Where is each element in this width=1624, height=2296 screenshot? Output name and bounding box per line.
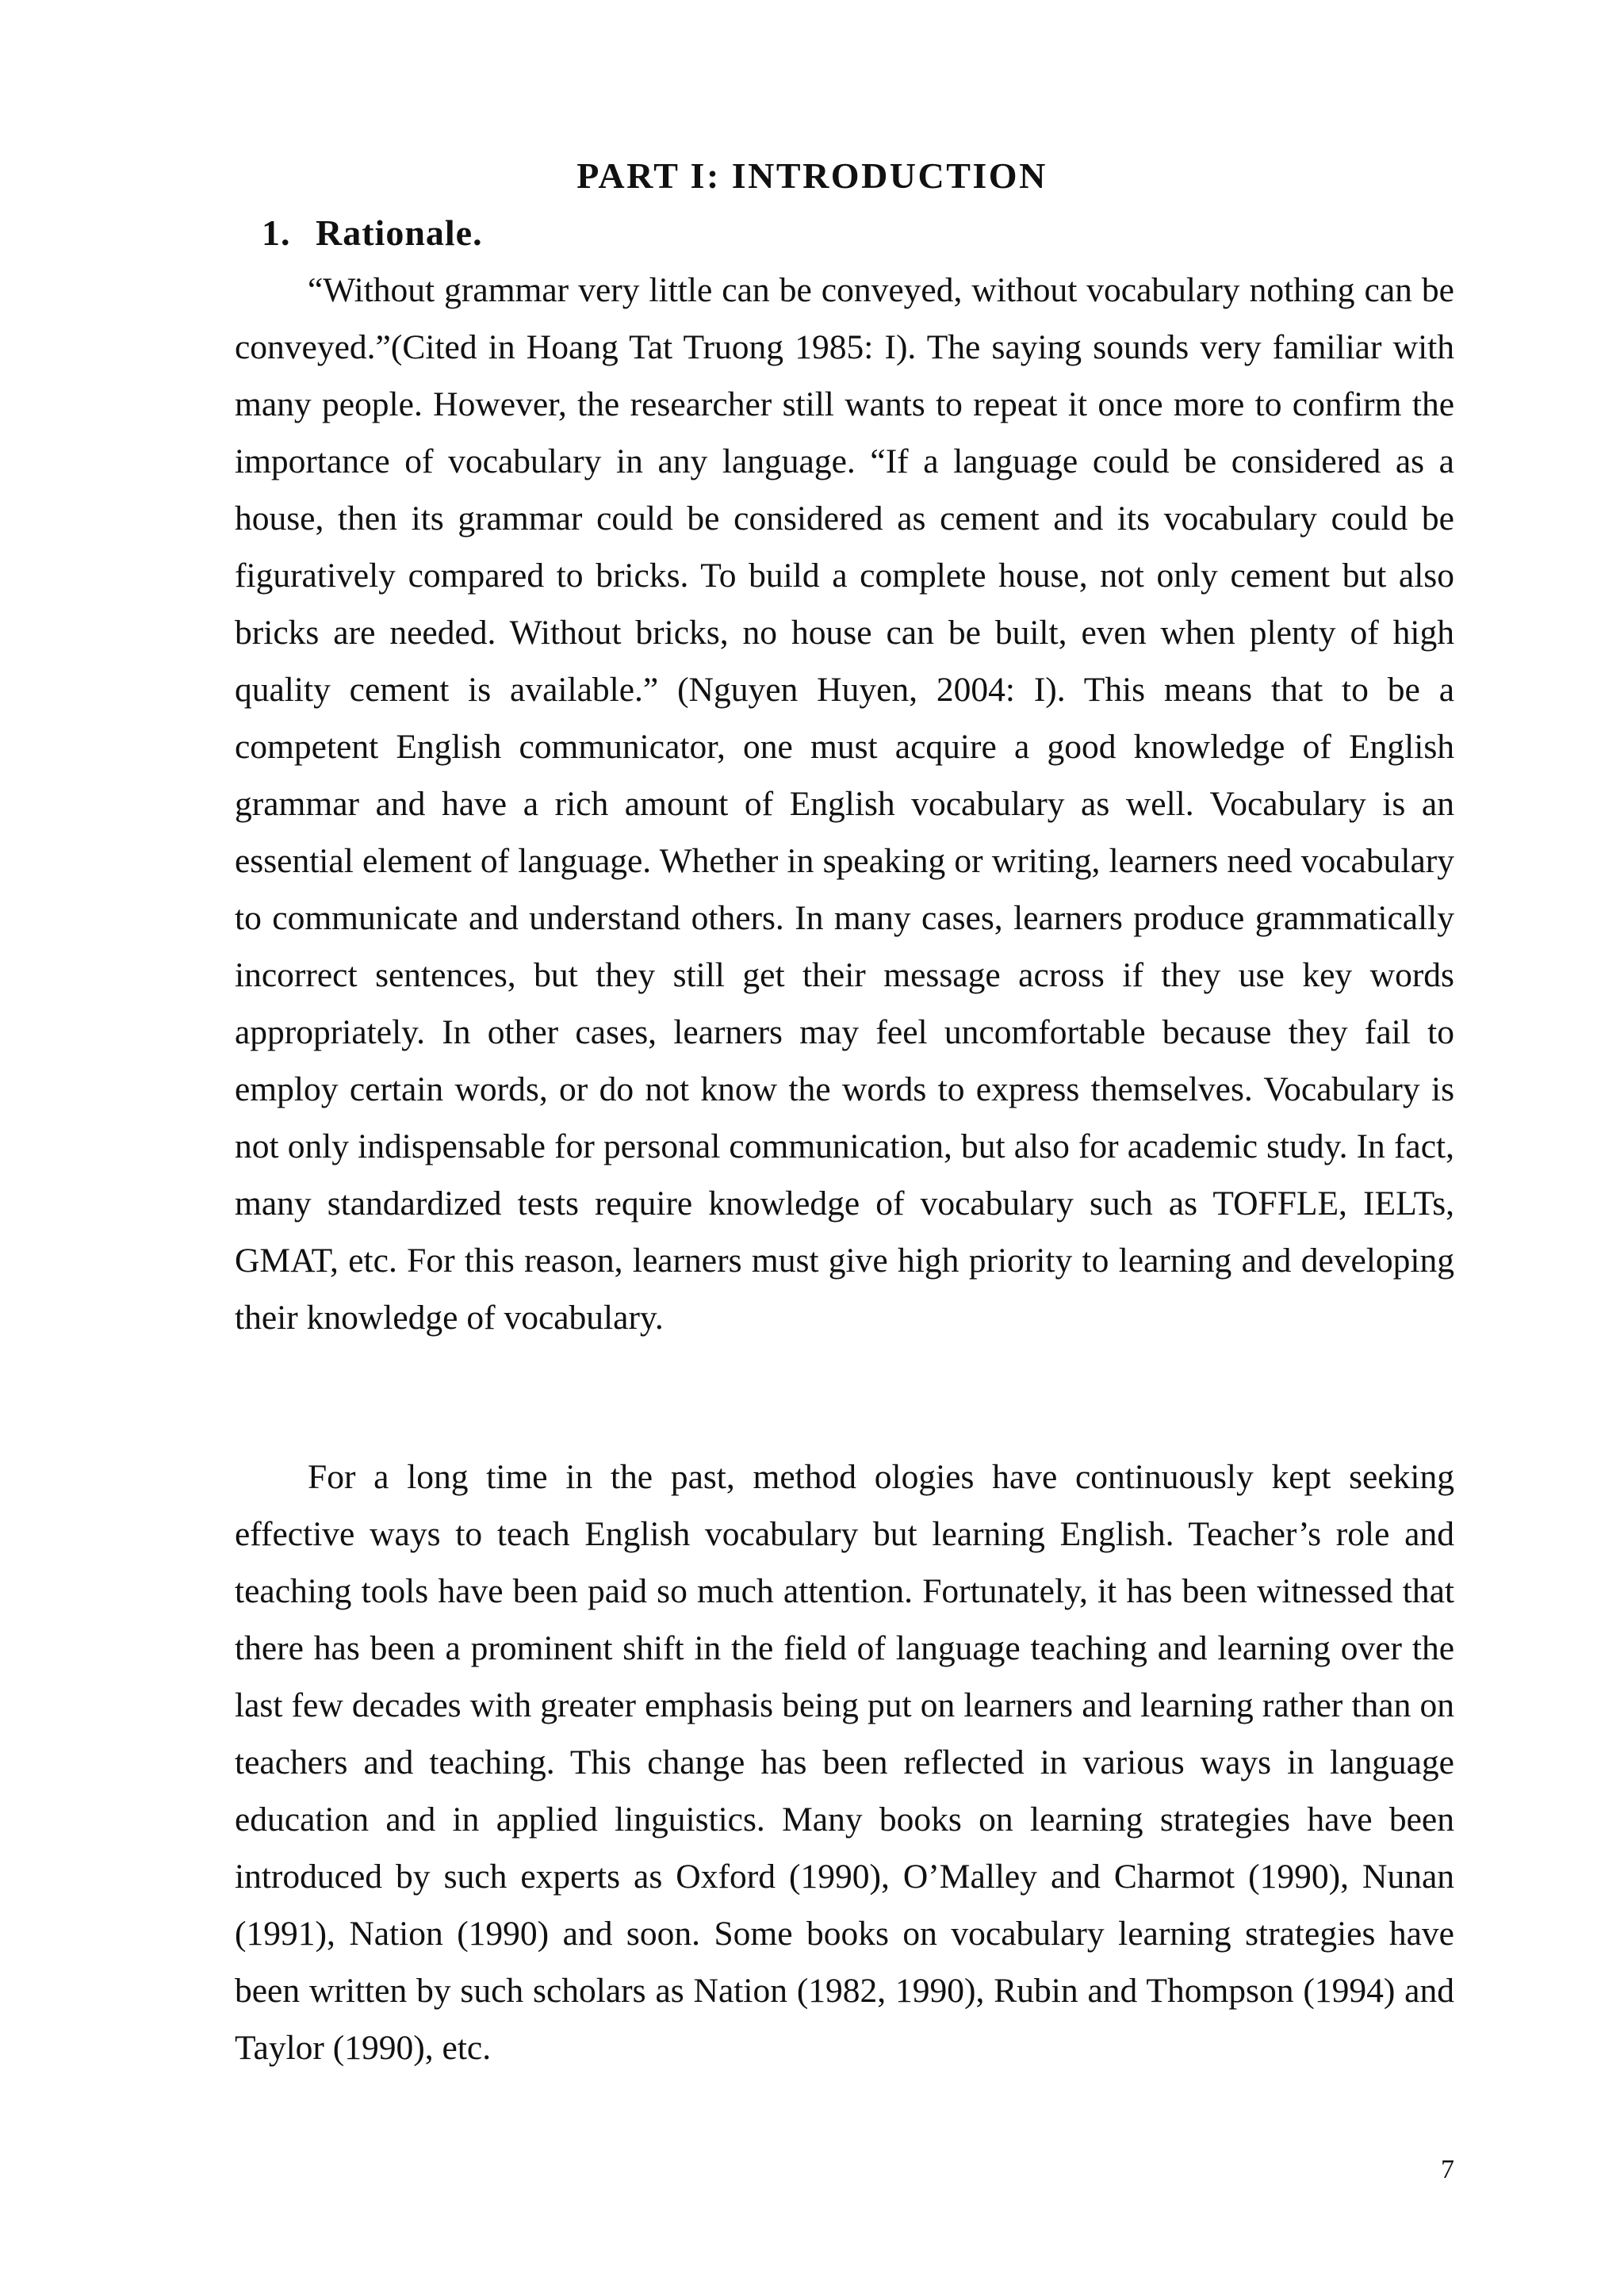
- paragraph-text: For a long time in the past, method ologies have continuously kept seeking effective ways to teach English vocabulary but learning English. Teacher’s role and teaching tools have been paid so much attention. Fortunately, it has been witnessed that there has been a prominent shift in the field of language teaching and learning over the last few decades with greater emphasis being put on learners and learning rather than on teachers and teaching. This change has been reflected in various ways in language education and in applied linguistics. Many books on learning strategies have been introduced by such experts as Oxford (1990), O’Malley and Charmot (1990), Nunan (1991), Nation (1990) and soon. Some books on vocabulary learning strategies have been written by such scholars as Nation (1982, 1990), Rubin and Thompson (1994) and Taylor (1990), etc.: [235, 1458, 1454, 2067]
- page-number: 7: [1441, 2155, 1454, 2184]
- rationale-paragraph-1: [235, 262, 1454, 1346]
- part-title: PART I: INTRODUCTION: [576, 155, 1048, 196]
- rationale-paragraph-2: [235, 1448, 1454, 2076]
- section-heading: [262, 209, 483, 257]
- paragraph-text: “Without grammar very little can be conveyed, without vocabulary nothing can be conveyed.”(Cited in Hoang Tat Truong 1985: I). The saying sounds very familiar with many people. However, the researcher still wants to repeat it once more to confirm the importance of vocabulary in any language. “If a language could be considered as a house, then its grammar could be considered as cement and its vocabulary could be figuratively compared to bricks. To build a complete house, not only cement but also bricks are needed. Without bricks, no house can be built, even when plenty of high quality cement is available.” (Nguyen Huyen, 2004: I). This means that to be a competent English communicator, one must acquire a good knowledge of English grammar and have a rich amount of English vocabulary as well. Vocabulary is an essential element of language. Whether in speaking or writing, learners need vocabulary to communicate and understand others. In many cases, learners produce grammatically incorrect sentences, but they still get their message across if they use key words appropriately. In other cases, learners may feel uncomfortable because they fail to employ certain words, or do not know the words to express themselves. Vocabulary is not only indispensable for personal communication, but also for academic study. In fact, many standardized tests require knowledge of vocabulary such as TOFFLE, IELTs, GMAT, etc. For this reason, learners must give high priority to learning and developing their knowledge of vocabulary.: [235, 271, 1454, 1337]
- section-title: Rationale.: [316, 212, 483, 253]
- section-number: 1.: [262, 212, 291, 253]
